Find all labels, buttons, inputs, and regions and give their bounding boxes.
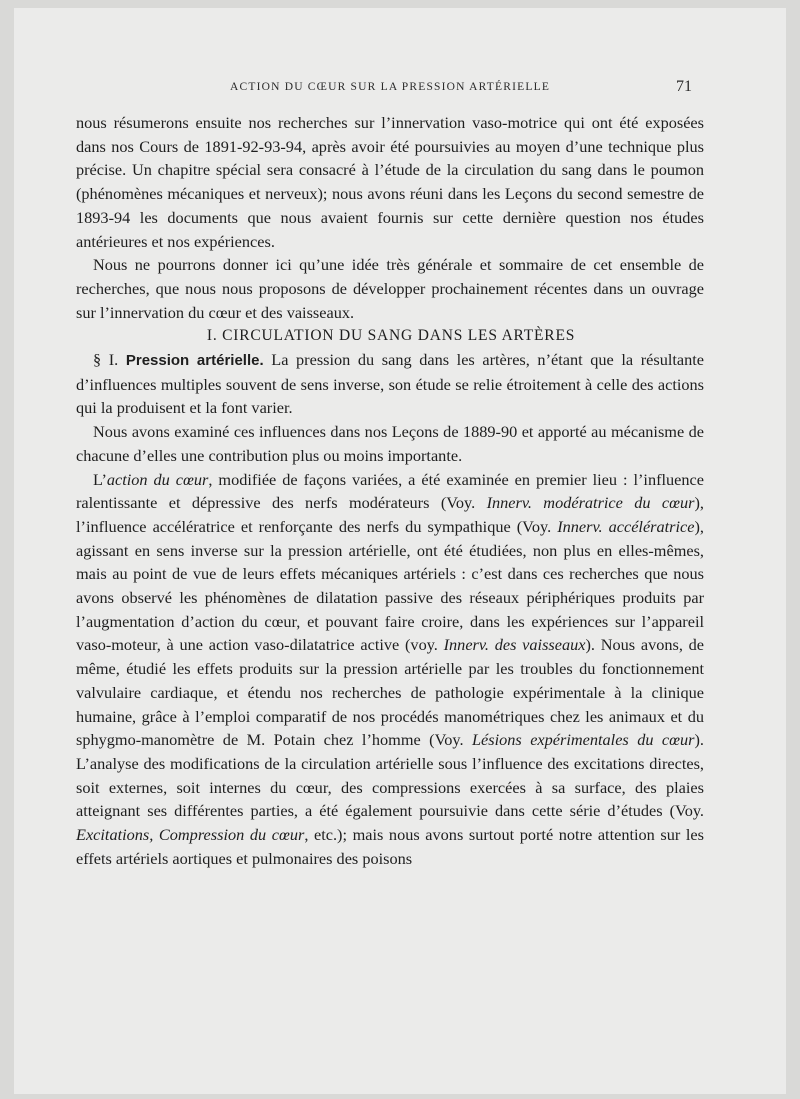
text-run: L’ [93,469,107,489]
paragraph: Nous ne pourrons donner ici qu’une idée très générale et sommaire de cet ensemble de recherches, que nous nous proposons de développer prochainement récentes dans un ouvrage sur l’innervation du cœur et des vaisseaux. [76,255,704,322]
italic-reference: Excitations, Compression du cœur [76,825,305,845]
paragraph [76,348,704,420]
text-run: ). L’analyse des modifications de la circulation artérielle sous l’influence des excitations directes, soit externes, soit internes du cœur, des compressions exercées à sa surface, des plaies atteignant ses différentes parties, a été également poursuivie dans cette série d’études (Voy. [76,730,704,821]
section-heading: I. CIRCULATION DU SANG DANS LES ARTÈRES [206,327,576,345]
running-title: ACTION DU CŒUR SUR LA PRESSION ARTÉRIELLE [230,81,551,93]
page-header [14,78,786,105]
italic-reference: Lésions expérimentales du cœur [472,730,695,750]
italic-reference: Innerv. modératrice du cœur [486,493,695,513]
text-run: ), l’influence accélératrice et renforçante des nerfs du sympathique (Voy. [76,493,704,536]
body-text [76,111,704,871]
page-number: 71 [676,78,692,95]
text-run: , modifiée de façons variées, a été examinée en premier lieu : l’influence ralentissante et dépressive des nerfs modérateurs (Voy. [76,469,704,513]
text-run: ), agissant en sens inverse sur la pression artérielle, ont été étudiées, non plus en elles-mêmes, mais au point de vue de leurs effets mécaniques artériels : c’est dans ces recherches que nous avons observé les phénomènes de dilatation passive des réseaux périphériques produits par l’augmentation d’action du cœur, et pouvant faire croire, dans les expériences sur l’appareil vaso-moteur, à une action vaso-dilatatrice active (voy. [76,516,704,655]
subsection-title: Pression artérielle. [125,352,264,370]
section-mark: § I. [93,350,119,370]
paragraph: nous résumerons ensuite nos recherches sur l’innervation vaso-motrice qui ont été exposées dans nos Cours de 1891-92-93-94, après avoir été poursuivies au moyen d’une technique plus précise. Un chapitre spécial sera consacré à l’étude de la circulation du sang dans le poumon (phénomènes mécaniques et nerveux); nous avons réuni dans les Leçons du second semestre de 1893-94 les documents que nous avaient fournis sur cette dernière question nos études antérieures et nos expériences. [76,113,704,251]
italic-reference: Innerv. accélératrice [557,516,695,536]
italic-text: action du cœur [106,469,209,489]
paragraph [76,468,704,871]
italic-reference: Innerv. des vaisseaux [443,635,586,655]
text-run: ). Nous avons, de même, étudié les effets produits sur la pression artérielle par les troubles du fonctionnement valvulaire cardiaque, et étendu nos recherches de pathologie expérimentale à la clinique humaine, grâce à l’emploi comparatif de nos procédés manométriques chez les animaux et du sphygmo-manomètre de M. Potain chez l’homme (Voy. [76,635,705,750]
paragraph-text: La pression du sang dans les artères, n’étant que la résultante d’influences multiples souvent de sens inverse, son étude se relie étroitement à celle des actions qui la produisent et la font varier. [76,350,704,418]
text-run: , etc.); mais nous avons surtout porté notre attention sur les effets artériels aortiques et pulmonaires des poisons [76,825,704,868]
paragraph: Nous avons examiné ces influences dans nos Leçons de 1889-90 et apporté au mécanisme de chacune d’elles une contribution plus ou moins importante. [76,422,704,465]
book-page [14,8,786,1094]
